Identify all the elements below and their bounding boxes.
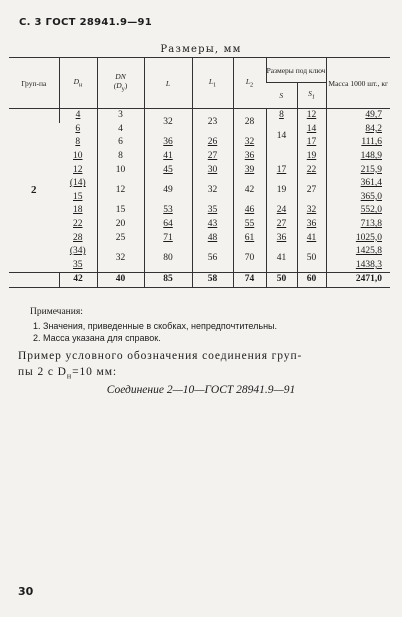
cell-s: 14 xyxy=(266,123,297,150)
table-caption: Размеры, мм xyxy=(160,44,242,55)
note-item: 2. Масса указана для справок. xyxy=(33,333,161,343)
cell-s: 41 xyxy=(266,245,297,273)
cell-dn2: 20 xyxy=(97,218,144,232)
cell-mass: 148,9 xyxy=(326,150,390,164)
cell-mass: 552,0 xyxy=(326,204,390,218)
cell-l2: 55 xyxy=(233,218,266,232)
cell-dn: 6 xyxy=(75,123,81,134)
cell-l1: 43 xyxy=(192,218,233,232)
example-line: пы 2 с $D_н=10$ мм: xyxy=(18,366,117,381)
cell-l1: 32 xyxy=(192,177,233,204)
cell-dn: 42 xyxy=(59,273,97,288)
header-mass: Масса 1000 шт., кг xyxy=(326,58,390,109)
cell-dn2: 4 xyxy=(97,123,144,137)
cell-l: 41 xyxy=(144,150,192,164)
cell-dn2: 40 xyxy=(97,273,144,288)
cell-s1: 60 xyxy=(297,273,326,288)
cell-l1: 30 xyxy=(192,163,233,177)
cell-s: 8 xyxy=(266,109,297,123)
cell-dn: 15 xyxy=(73,191,83,202)
cell-s: 36 xyxy=(266,231,297,245)
cell-l1: 26 xyxy=(192,136,233,150)
header-l: L xyxy=(144,58,192,109)
cell-l1: 35 xyxy=(192,204,233,218)
cell-dn: 4 xyxy=(59,109,97,123)
cell-s1: 12 xyxy=(297,109,326,123)
cell-l2: 32 xyxy=(233,136,266,150)
cell-l: 64 xyxy=(144,218,192,232)
note-item: 1. Значения, приведенные в скобках, непредпочтительны. xyxy=(33,321,278,331)
header-key-sizes: Размеры под ключ xyxy=(266,58,326,83)
cell-dn: 10 xyxy=(73,151,83,162)
cell-mass: 1425,8 xyxy=(326,245,390,259)
cell-dn: 8 xyxy=(75,137,81,148)
cell-s: 27 xyxy=(266,218,297,232)
cell-dn: (14) xyxy=(69,178,86,189)
cell-l1: 48 xyxy=(192,231,233,245)
cell-dn: (34) xyxy=(69,246,86,257)
cell-l2: 74 xyxy=(233,273,266,288)
cell-dn2: 3 xyxy=(97,109,144,123)
cell-dn: 28 xyxy=(73,232,83,243)
cell-dn2: 15 xyxy=(97,204,144,218)
cell-dn2: 25 xyxy=(97,231,144,245)
cell-s1: 50 xyxy=(297,245,326,273)
cell-s: 50 xyxy=(266,273,297,288)
cell-mass: 361,4 xyxy=(326,177,390,191)
cell-dn2: 32 xyxy=(97,245,144,273)
cell-mass: 49,7 xyxy=(326,109,390,123)
cell-mass: 84,2 xyxy=(326,123,390,137)
cell-s1: 19 xyxy=(297,150,326,164)
cell-l: 53 xyxy=(144,204,192,218)
header-dn2: DN $(D_у)$ xyxy=(97,58,144,109)
cell-l: 32 xyxy=(144,109,192,137)
cell-l: 45 xyxy=(144,163,192,177)
cell-mass: 1438,3 xyxy=(326,259,390,273)
cell-s1: 27 xyxy=(297,177,326,204)
cell-l2: 39 xyxy=(233,163,266,177)
cell-dn2: 10 xyxy=(97,163,144,177)
header-dn: $D_н$ xyxy=(59,58,97,109)
cell-l2: 28 xyxy=(233,109,266,137)
cell-s1: 17 xyxy=(297,136,326,150)
cell-s xyxy=(266,150,297,164)
cell-l2: 42 xyxy=(233,177,266,204)
cell-s1: 36 xyxy=(297,218,326,232)
cell-l: 71 xyxy=(144,231,192,245)
cell-l1: 27 xyxy=(192,150,233,164)
header-group: Груп-па xyxy=(9,58,59,109)
cell-l2: 46 xyxy=(233,204,266,218)
cell-mass: 1025,0 xyxy=(326,231,390,245)
header-s: S xyxy=(266,83,297,109)
cell-s1: 41 xyxy=(297,231,326,245)
cell-dn: 22 xyxy=(73,219,83,230)
cell-dn: 18 xyxy=(73,205,83,216)
cell-l: 49 xyxy=(144,177,192,204)
cell-l: 80 xyxy=(144,245,192,273)
cell-l2: 70 xyxy=(233,245,266,273)
notes-title: Примечания: xyxy=(30,307,83,317)
dimensions-table xyxy=(9,57,390,288)
cell-l: 36 xyxy=(144,136,192,150)
header-l1: $L_1$ xyxy=(192,58,233,109)
cell-l: 85 xyxy=(144,273,192,288)
cell-s: 24 xyxy=(266,204,297,218)
cell-dn2: 8 xyxy=(97,150,144,164)
cell-s: 19 xyxy=(266,177,297,204)
header-s1: $S_1$ xyxy=(297,83,326,109)
cell-s: 17 xyxy=(266,163,297,177)
cell-dn2: 6 xyxy=(97,136,144,150)
cell-mass: 111,6 xyxy=(326,136,390,150)
group-cell-empty xyxy=(9,273,59,288)
cell-dn: 35 xyxy=(73,259,83,270)
cell-l1: 23 xyxy=(192,109,233,137)
cell-l2: 61 xyxy=(233,231,266,245)
header-l2: $L_2$ xyxy=(233,58,266,109)
cell-l1: 58 xyxy=(192,273,233,288)
cell-mass: 2471,0 xyxy=(326,273,390,288)
page-number: 30 xyxy=(18,585,34,598)
group-cell: 2 xyxy=(31,184,37,197)
cell-s1: 32 xyxy=(297,204,326,218)
cell-mass: 713,8 xyxy=(326,218,390,232)
page-header: С. 3 ГОСТ 28941.9—91 xyxy=(19,17,153,28)
cell-l2: 36 xyxy=(233,150,266,164)
cell-mass: 365,0 xyxy=(326,191,390,205)
cell-dn2: 12 xyxy=(97,177,144,204)
cell-s1: 22 xyxy=(297,163,326,177)
example-line: Пример условного обозначения соединения груп- xyxy=(18,350,303,362)
cell-mass: 215,9 xyxy=(326,163,390,177)
cell-dn: 12 xyxy=(73,164,83,175)
designation-example: Соединение 2—10—ГОСТ 28941.9—91 xyxy=(106,384,296,396)
cell-s1: 14 xyxy=(297,123,326,137)
cell-l1: 56 xyxy=(192,245,233,273)
